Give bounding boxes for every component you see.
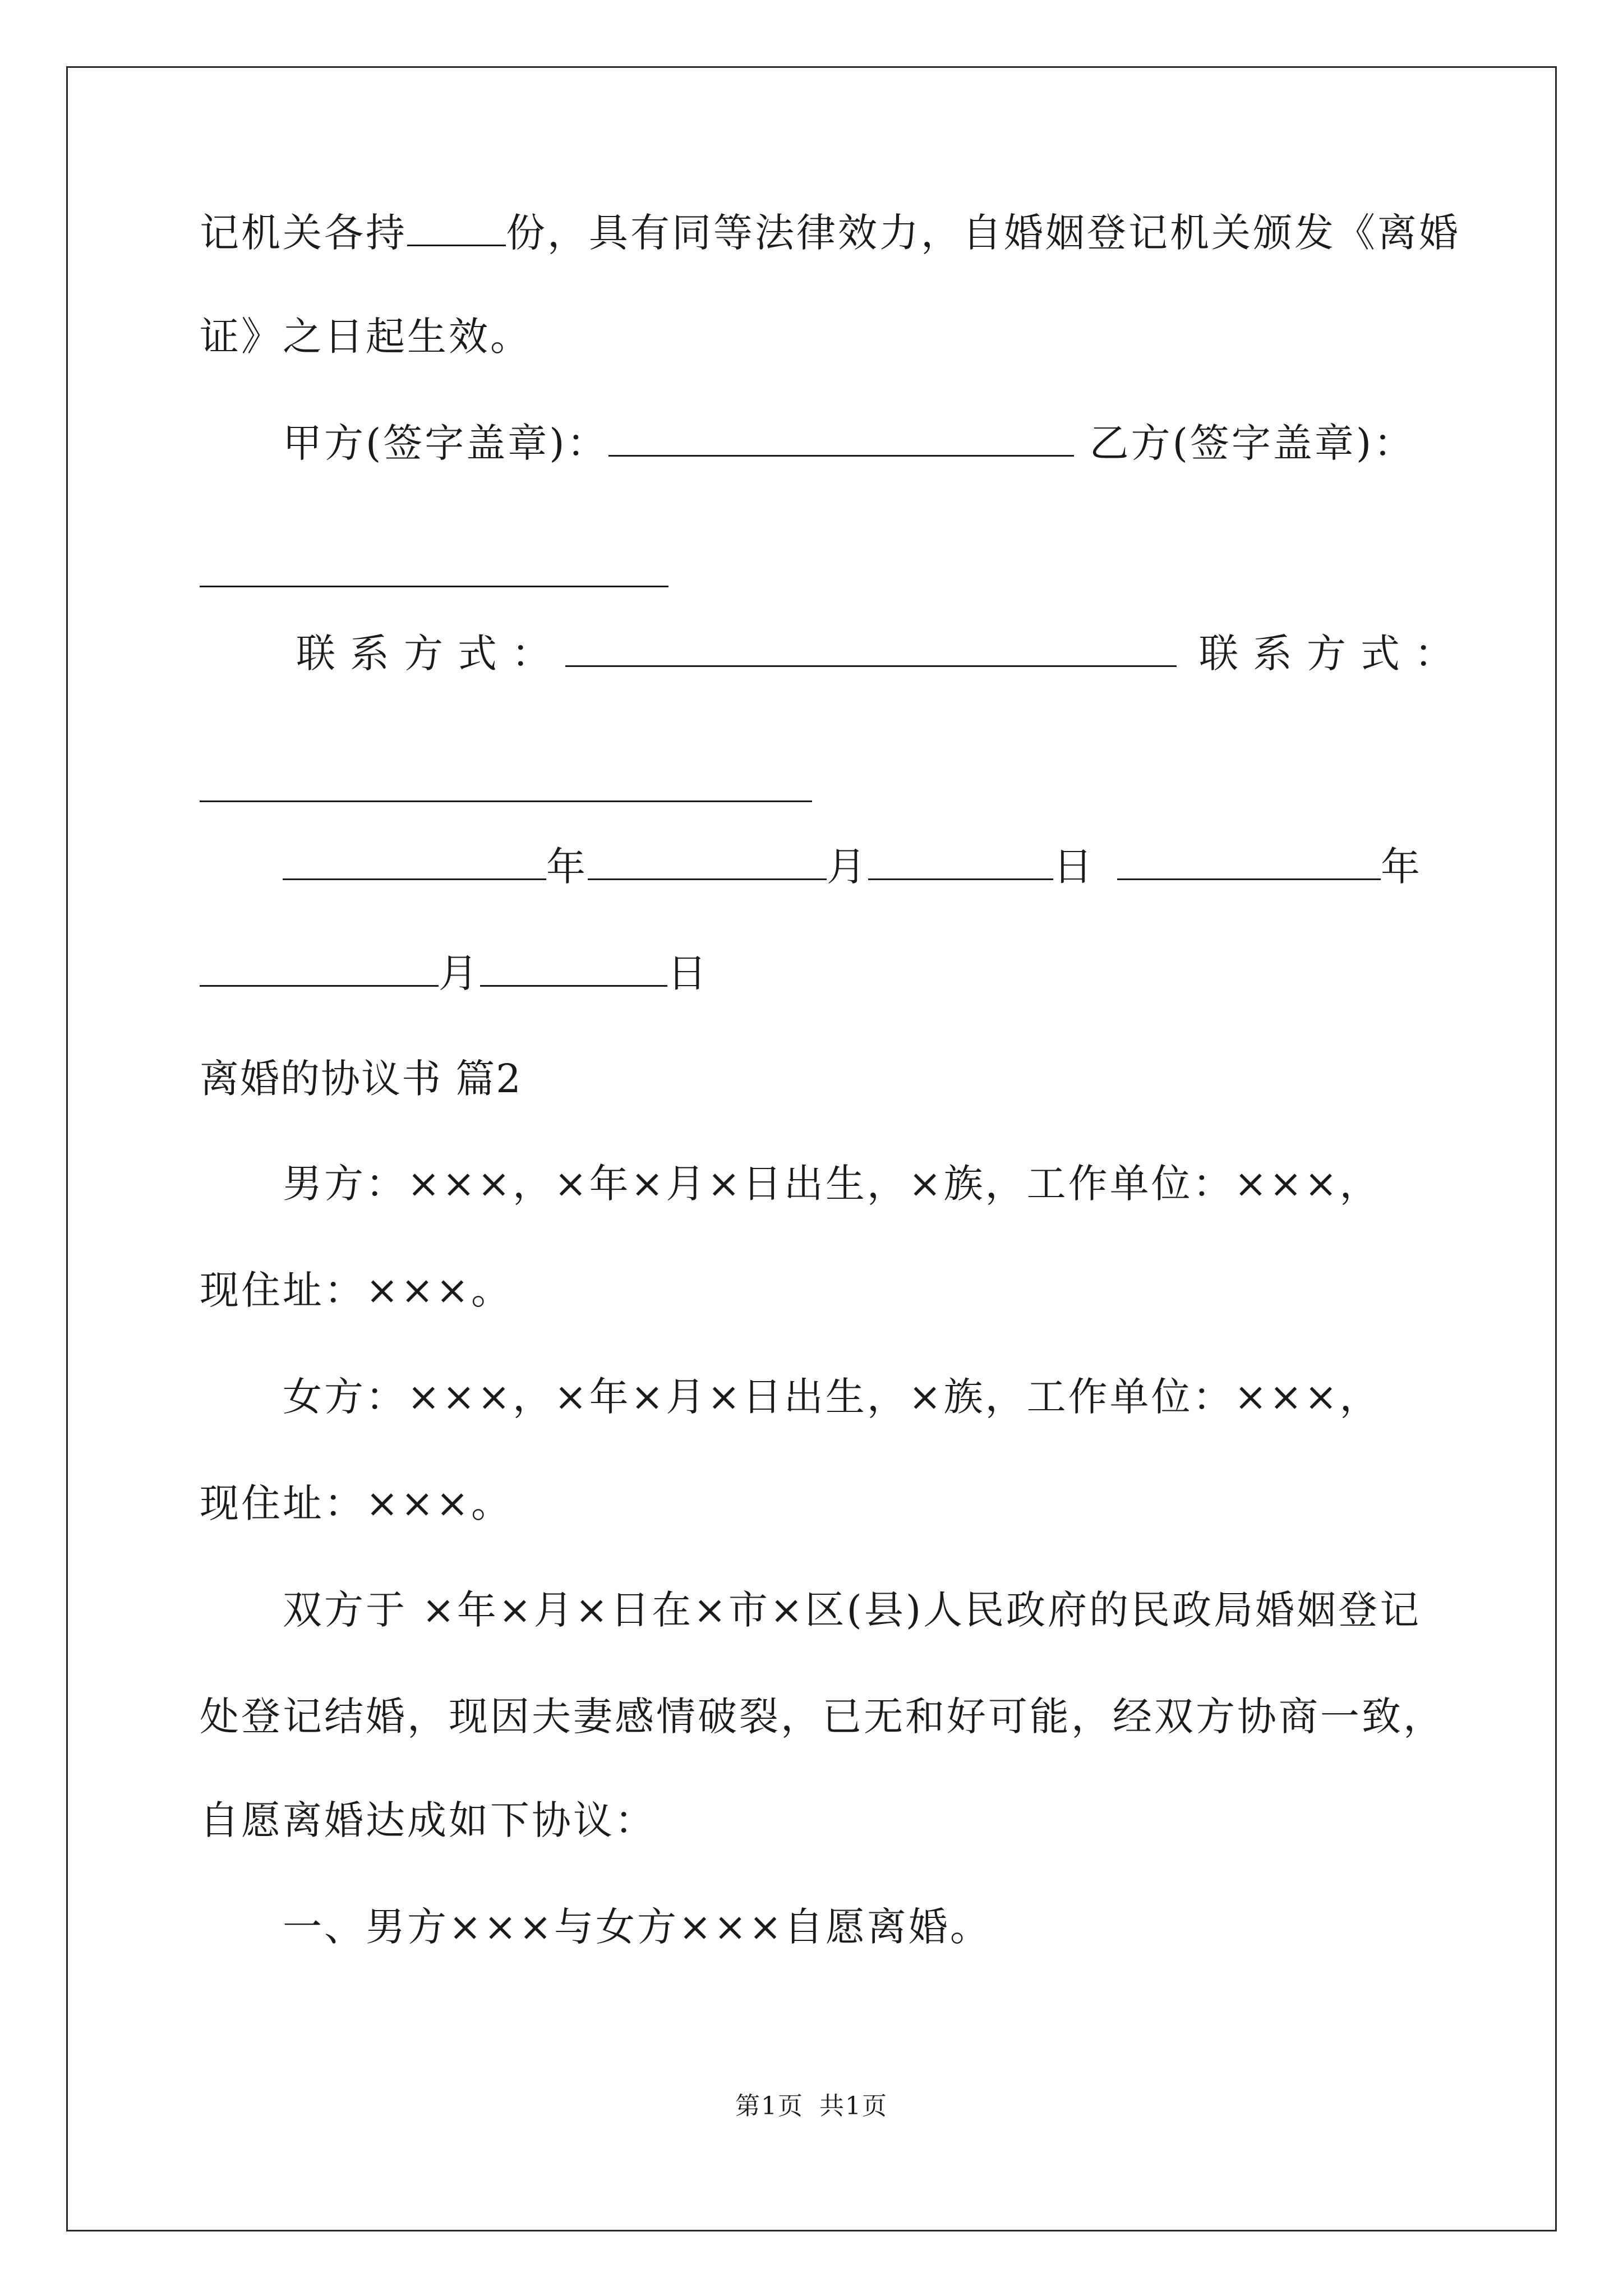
clause-1: 一、男方×××与女方×××自愿离婚。 [283, 1904, 992, 1950]
page-total: 共1页 [819, 2092, 888, 2120]
page-footer [0, 2090, 1623, 2123]
party-a-signature-blank [608, 419, 1074, 457]
party-b-month-blank [200, 949, 439, 987]
month-label: 月 [827, 844, 868, 890]
page-number: 第1页 [735, 2092, 804, 2120]
paragraph-line-1: 双方于 ×年×月×日在×市×区(县)人民政府的民政局婚姻登记 [283, 1587, 1422, 1633]
party-b-day-blank [480, 949, 667, 987]
contact-line [296, 628, 1468, 679]
section-heading: 离婚的协议书 篇2 [200, 1056, 522, 1102]
party-a-contact-blank [565, 629, 1177, 667]
blank-copies [407, 209, 506, 246]
party-a-day-blank [868, 843, 1053, 880]
female-party-address: 现住址：×××。 [200, 1480, 513, 1526]
text-line-2: 证》之日起生效。 [200, 314, 532, 360]
text-segment: 份，具有同等法律效力，自婚姻登记机关颁发《离婚 [506, 210, 1460, 256]
month-label: 月 [439, 950, 480, 996]
party-b-contact-blank [200, 800, 812, 802]
party-b-contact-label: 联系方式： [1199, 631, 1468, 677]
year-label: 年 [546, 844, 588, 890]
female-party-info: 女方：×××，×年×月×日出生，×族，工作单位：×××， [283, 1374, 1381, 1420]
day-label: 日 [1053, 844, 1095, 890]
party-a-month-blank [588, 843, 827, 880]
party-b-signature-blank [200, 586, 668, 587]
paragraph-line-2: 处登记结婚，现因夫妻感情破裂，已无和好可能，经双方协商一致， [200, 1694, 1445, 1740]
male-party-address: 现住址：×××。 [200, 1267, 513, 1313]
date-line-2 [200, 948, 709, 999]
day-label: 日 [667, 950, 709, 996]
year-label: 年 [1381, 844, 1422, 890]
paragraph-line-3: 自愿离婚达成如下协议： [200, 1797, 656, 1843]
party-b-signature-label: 乙方(签字盖章)： [1089, 420, 1415, 466]
signature-line [283, 418, 1415, 468]
date-line-1 [283, 841, 1422, 892]
party-a-year-blank [283, 843, 546, 880]
text-segment: 记机关各持 [200, 210, 407, 256]
party-a-signature-label: 甲方(签字盖章)： [283, 420, 608, 466]
party-a-contact-label: 联系方式： [296, 631, 565, 677]
party-b-year-blank [1117, 843, 1381, 880]
text-line-1 [200, 208, 1460, 258]
male-party-info: 男方：×××，×年×月×日出生，×族，工作单位：×××， [283, 1161, 1381, 1207]
